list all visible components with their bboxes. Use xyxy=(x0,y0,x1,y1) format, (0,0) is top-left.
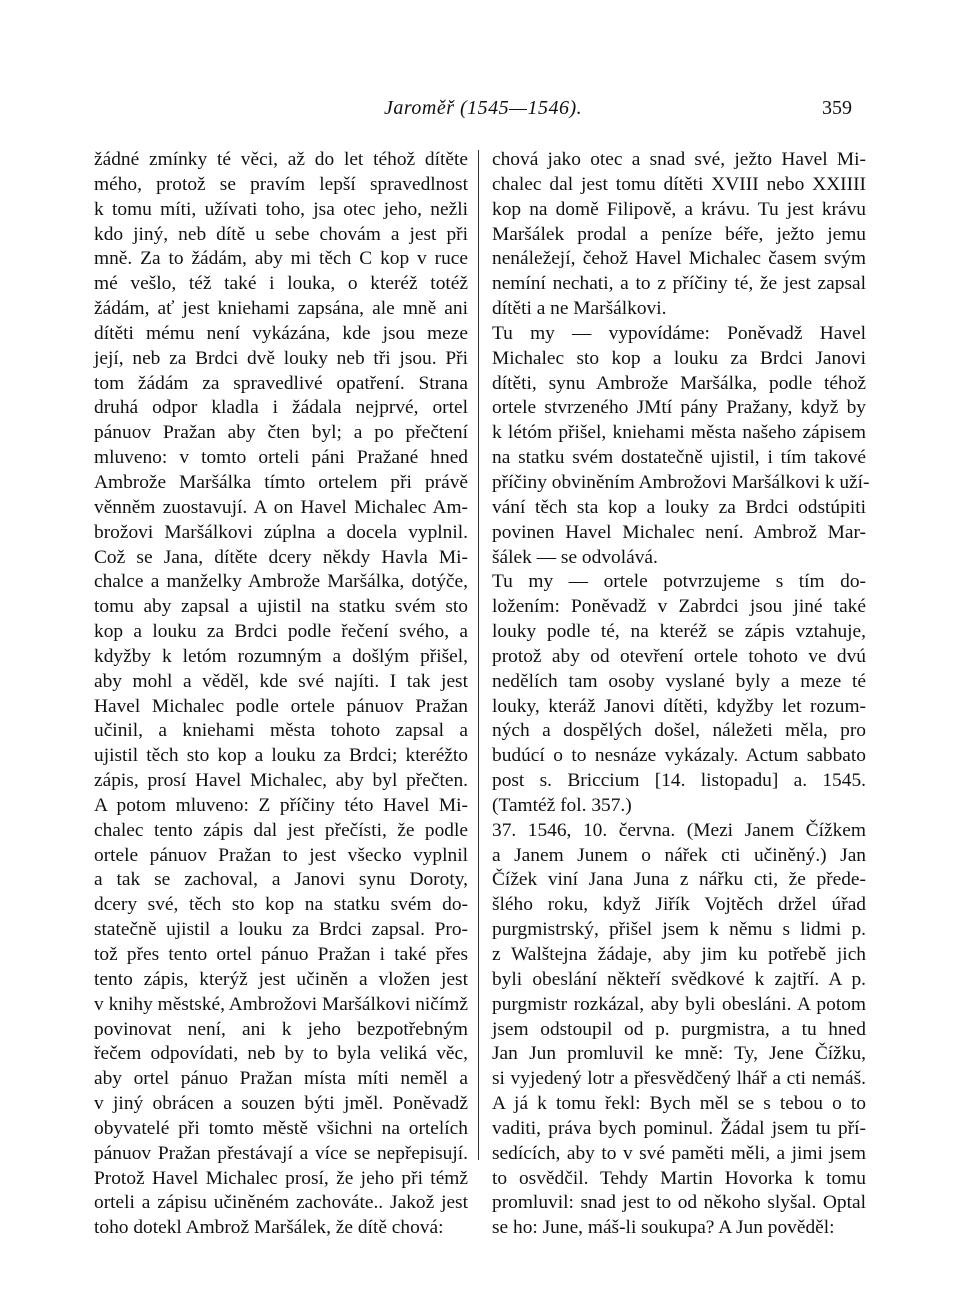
text-line: mé vešlo, též také i louka, o kteréž totéž xyxy=(94,273,468,295)
text-line: dítěti, synu Ambrože Maršálka, podle téhož xyxy=(492,372,866,394)
text-line: toho dotekl Ambrož Maršálek, že dítě chová: xyxy=(94,1217,444,1239)
text-line: sedících, aby to v své paměti měli, a jimi jsem xyxy=(492,1142,866,1164)
text-line: z Walštejna žádaje, aby jim ku potřebě jich xyxy=(492,944,866,965)
text-line: povinen Havel Michalec není. Ambrož Mar- xyxy=(492,521,866,543)
text-line: protož aby od otevření ortele tohoto ve dvú xyxy=(492,645,866,667)
text-line: ložením: Poněvadž v Zabrdci jsou jiné také xyxy=(492,596,866,618)
page-number: 359 xyxy=(822,97,852,119)
text-line: na statku svém dostatečně ujistil, i tím takové xyxy=(492,447,866,469)
text-line: tož přes tento ortel pánuo Pražan i také přes xyxy=(94,944,468,965)
text-line: aby ortel pánuo Pražan místa míti neměl a xyxy=(94,1068,468,1090)
text-line: chalce a manželky Ambrože Maršálka, dotýče, xyxy=(94,571,468,593)
text-line: vání těch sta kop a louky za Brdci odstúpiti xyxy=(492,496,866,518)
text-line: k létóm přišel, kniehami města našeho zápisem xyxy=(492,422,866,444)
text-line: Což se Jana, dítěte dcery někdy Havla Mi- xyxy=(94,546,468,568)
text-line: Michalec sto kop a louku za Brdci Janovi xyxy=(492,347,866,369)
text-line: byli obeslání někteří svědkové k zajtří. A p. xyxy=(492,968,866,990)
text-line: 37. 1546, 10. června. (Mezi Janem Čížkem xyxy=(492,819,866,841)
text-line: budúcí o to nesnáze vykázaly. Actum sabbato xyxy=(492,745,866,767)
text-line: tento zápis, kterýž jest učiněn a vložen jest xyxy=(94,968,468,990)
text-line: Tu my — ortele potvrzujeme s tím do- xyxy=(492,571,866,593)
text-line: v knihy městské, Ambrožovi Maršálkovi ničímž xyxy=(94,993,468,1015)
text-line: dítěti a ne Maršálkovi. xyxy=(492,298,667,320)
text-line: kdyžby k letóm rozumným a došlým přišel, xyxy=(94,645,468,667)
text-line: učinil, a kniehami města tohoto zapsal a xyxy=(94,720,468,742)
text-line: pánuov Pražan přestávají a více se nepřepisují. xyxy=(94,1142,468,1164)
text-line: aby mohl a věděl, kde své najíti. I tak jest xyxy=(94,670,468,692)
text-line: obyvatelé při tomto městě všichni na ortelích xyxy=(94,1117,468,1139)
page-header xyxy=(0,97,960,127)
text-line: (Tamtéž fol. 357.) xyxy=(492,794,632,816)
text-line: řečem odpovídati, neb by to byla veliká věc, xyxy=(94,1043,468,1065)
text-line: mluveno: v tomto orteli páni Pražané hned xyxy=(94,447,468,469)
left-column xyxy=(94,148,468,1241)
text-line: nemíní nechati, a to z příčiny té, že jest zapsal xyxy=(492,273,866,295)
text-line: purgmistr rozkázal, aby byli obesláni. A potom xyxy=(492,993,866,1015)
text-line: brožovi Maršálkovi zúplna a docela vyplnil. xyxy=(94,521,468,543)
text-line: Ambrože Maršálka tímto ortelem při právě xyxy=(94,471,468,493)
text-line: Maršálek prodal a peníze béře, ježto jemu xyxy=(492,223,866,245)
text-line: kdo jiný, neb dítě u sebe chovám a jest při xyxy=(94,223,468,245)
text-line: tomu aby zapsal a ujistil na statku svém sto xyxy=(94,596,468,618)
text-line: Jan Jun promluvil ke mně: Ty, Jene Čížku, xyxy=(492,1043,866,1065)
text-line: mého, protož se pravím lepší spravedlnost xyxy=(94,173,468,195)
text-line: Havel Michalec podle ortele pánuov Pražan xyxy=(94,695,468,717)
text-line: mně. Za to žádám, aby mi těch C kop v ruce xyxy=(94,248,468,270)
text-line: Tu my — vypovídáme: Poněvadž Havel xyxy=(492,322,866,344)
text-line: pánuov Pražan aby čten byl; a po přečtení xyxy=(94,422,468,444)
text-line: A potom mluveno: Z příčiny této Havel Mi- xyxy=(94,794,468,816)
text-line: ujistil těch sto kop a louku za Brdci; kteréžto xyxy=(94,745,468,767)
text-line: si vyjedený lotr a přesvědčený lhář a cti nemáš. xyxy=(492,1068,866,1090)
text-line: ných a dospělých došel, náležeti měla, pro xyxy=(492,720,866,742)
text-line: k tomu míti, užívati toho, jsa otec jeho, nežli xyxy=(94,198,468,220)
text-line: Protož Havel Michalec prosí, že jeho při témž xyxy=(94,1167,468,1189)
text-line: statečně ujistil a louku za Brdci zapsal. Pro- xyxy=(94,919,468,941)
text-line: chalec tento zápis dal jest přečísti, že podle xyxy=(94,819,468,841)
text-line: louky podle té, na kteréž se zápis vztahuje, xyxy=(492,621,866,643)
column-divider xyxy=(478,150,479,1160)
text-line: tom žádám za spravedlivé opatření. Strana xyxy=(94,372,468,394)
text-line: louky, kteráž Janovi dítěti, kdyžby let rozum- xyxy=(492,695,866,717)
text-line: kop a louku za Brdci podle řečení svého, a xyxy=(94,621,468,643)
text-line: post s. Briccium [14. listopadu] a. 1545. xyxy=(492,770,866,792)
text-line: ortele pánuov Pražan to jest všecko vyplnil xyxy=(94,844,468,866)
text-line: šlého roku, když Jiřík Vojtěch držel úřad xyxy=(492,894,866,916)
running-title: Jaroměř (1545—1546). xyxy=(384,97,583,119)
text-line: žádám, ať jest kniehami zapsána, ale mně ani xyxy=(94,298,468,320)
text-line: a tak se zachoval, a Janovi synu Doroty, xyxy=(94,869,468,891)
text-line: šálek — se odvolává. xyxy=(492,546,658,568)
text-line: jsem odstoupil od p. purgmistra, a tu hned xyxy=(492,1018,866,1040)
text-line: a Janem Junem o nářek cti učiněný.) Jan xyxy=(492,844,866,866)
text-line: kop na domě Filipově, a krávu. Tu jest krávu xyxy=(492,198,866,220)
text-line: zápis, prosí Havel Michalec, aby byl přečten. xyxy=(94,770,468,792)
text-line: dítěti mému není vykázána, kde jsou meze xyxy=(94,322,468,344)
text-line: druhá odpor kladla i žádala nejprvé, ortel xyxy=(94,397,468,419)
text-line: Čížek viní Jana Juna z nářku cti, že přede- xyxy=(492,869,866,891)
text-line: promluvil: snad jest to od někoho slyšal. Optal xyxy=(492,1192,866,1214)
text-line: věnněm zuostavují. A on Havel Michalec Am- xyxy=(94,496,468,518)
text-line: vaditi, práva bych pominul. Žádal jsem tu pří- xyxy=(492,1117,866,1139)
text-line: to osvědčil. Tehdy Martin Hovorka k tomu xyxy=(492,1167,866,1189)
text-line: se ho: June, máš-li soukupa? A Jun pověděl: xyxy=(492,1217,835,1239)
text-line: A já k tomu řekl: Bych měl se s tebou o to xyxy=(492,1093,866,1115)
text-line: ortele stvrzeného JMtí pány Pražany, když by xyxy=(492,397,866,419)
text-line: orteli a zápisu učiněném zachováte.. Jakož jest xyxy=(94,1192,468,1214)
text-line: příčiny obviněním Ambrožovi Maršálkovi k uží- xyxy=(492,471,870,493)
text-line: purgmistrský, přišel jsem k němu s lidmi p. xyxy=(492,919,866,941)
text-line: chová jako otec a snad své, ježto Havel Mi- xyxy=(492,149,866,170)
text-line: chalec dal jest tomu dítěti XVIII nebo XXIIII xyxy=(492,173,866,195)
text-line: nenáležejí, čehož Havel Michalec časem svým xyxy=(492,248,866,270)
right-column xyxy=(492,148,870,1241)
text-line: žádné zmínky té věci, až do let téhož dítěte xyxy=(94,149,468,170)
text-line: nedělích tam osoby vyslané byly a meze té xyxy=(492,670,866,692)
text-line: dcery své, těch sto kop na statku svém do- xyxy=(94,894,468,916)
text-line: povinovat není, ani k jeho bezpotřebným xyxy=(94,1018,468,1040)
text-line: v jiný obrácen a souzen býti jměl. Poněvadž xyxy=(94,1093,468,1115)
text-line: její, neb za Brdci dvě louky neb tři jsou. Při xyxy=(94,347,468,369)
